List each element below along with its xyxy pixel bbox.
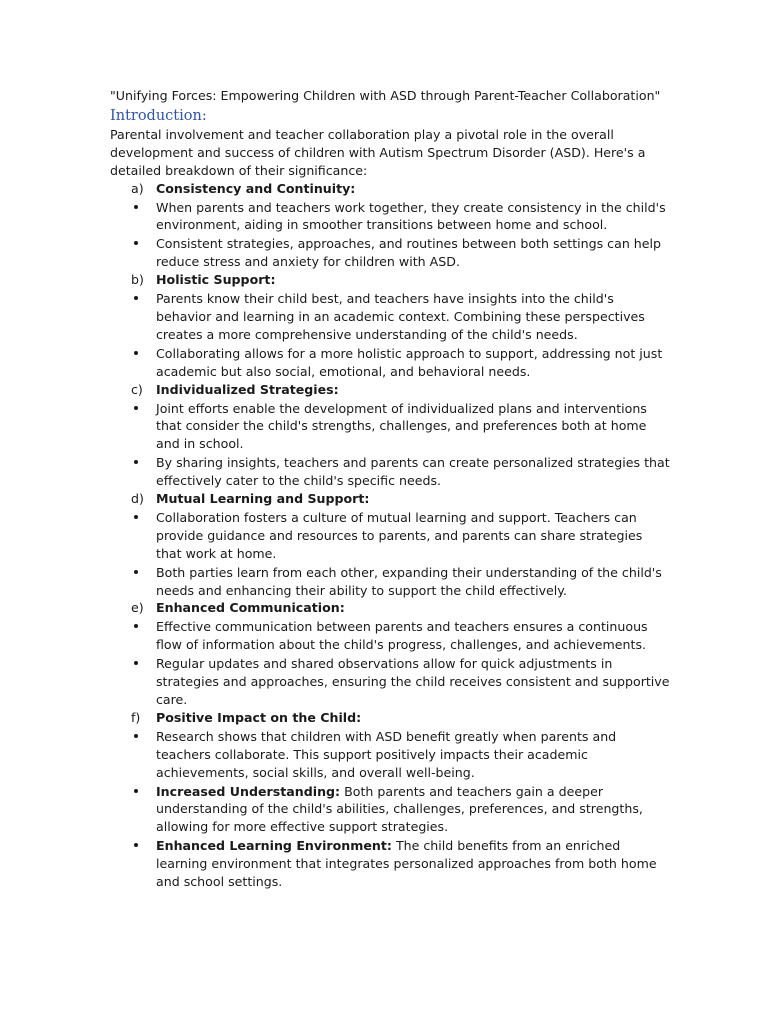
bullet-icon (131, 344, 156, 381)
bullet-body: The child benefits from an enriched learning environment that integrates personalized approaches from both home and school settings. (156, 838, 657, 890)
bullet-text (156, 655, 670, 709)
bullet-body: Both parties learn from each other, expanding their understanding of the child's needs and enhancing their ability to support the child effectively. (156, 564, 662, 598)
bullet-item (110, 289, 670, 344)
bullet-icon (131, 617, 156, 654)
section-heading (110, 180, 670, 198)
section (110, 709, 670, 891)
bullet-item (110, 654, 670, 709)
bullet-text (156, 235, 670, 271)
bullet-bold-lead: Increased Understanding: (156, 783, 341, 799)
section-label: Enhanced Communication: (156, 600, 345, 616)
bullet-item (110, 617, 670, 654)
intro-heading: Introduction: (110, 107, 207, 124)
bullet-body: Research shows that children with ASD benefit greatly when parents and teachers collaborate. This support positively impacts their academic achievements, social skills, and overall well-being. (156, 728, 617, 780)
section (110, 180, 670, 272)
section-heading (110, 271, 670, 289)
section-heading (110, 599, 670, 617)
section-label: Individualized Strategies: (156, 381, 339, 397)
section-letter: c) (131, 381, 143, 397)
section-label: Positive Impact on the Child: (156, 709, 362, 725)
section-heading (110, 709, 670, 727)
section-letter: f) (131, 709, 141, 725)
section-letter: d) (131, 491, 144, 507)
bullet-icon (131, 508, 156, 563)
bullet-icon (131, 399, 156, 454)
bullet-icon (131, 654, 156, 709)
bullet-text (156, 345, 670, 381)
bullet-icon (131, 727, 156, 782)
section-label: Consistency and Continuity: (156, 180, 356, 196)
section-letter: b) (131, 272, 144, 288)
bullet-item (110, 234, 670, 271)
bullet-body: Parents know their child best, and teachers have insights into the child's behavior and learning in an academic context. Combining these perspectives creates a more comprehensive understanding of the child's needs. (156, 291, 645, 342)
section-letter: e) (131, 600, 144, 616)
section-label: Holistic Support: (156, 272, 276, 288)
bullet-body: When parents and teachers work together, they create consistency in the child's environment, aiding in smoother transitions between home and school. (156, 199, 666, 233)
section (110, 381, 670, 490)
bullet-icon (131, 453, 156, 490)
bullet-text (156, 728, 670, 782)
bullet-item (110, 563, 670, 600)
bullet-item (110, 198, 670, 235)
bullet-icon (131, 563, 156, 600)
bullet-body: Consistent strategies, approaches, and routines between both settings can help reduce stress and anxiety for children with ASD. (156, 236, 662, 270)
section-label: Mutual Learning and Support: (156, 491, 370, 507)
section-heading (110, 381, 670, 399)
document-page (110, 87, 670, 891)
bullet-body: Collaborating allows for a more holistic approach to support, addressing not just academic but also social, emotional, and behavioral needs. (156, 345, 663, 379)
bullet-text (156, 454, 670, 490)
bullet-text (156, 564, 670, 600)
bullet-bold-lead: Enhanced Learning Environment: (156, 838, 392, 854)
bullet-icon (131, 234, 156, 271)
bullet-item (110, 836, 670, 891)
bullet-body: Joint efforts enable the development of individualized plans and interventions that consider the child's strengths, challenges, and preferences both at home and in school. (156, 400, 647, 452)
bullet-body: Both parents and teachers gain a deeper understanding of the child's abilities, challenges, preferences, and strengths, allowing for more effective support strategies. (156, 783, 643, 835)
bullet-item (110, 453, 670, 490)
bullet-item (110, 399, 670, 454)
section-heading (110, 490, 670, 508)
bullet-icon (131, 289, 156, 344)
bullet-icon (131, 782, 156, 837)
bullet-text (156, 400, 670, 454)
bullet-text (156, 783, 670, 837)
bullet-body: Effective communication between parents and teachers ensures a continuous flow of information about the child's progress, challenges, and achievements. (156, 619, 648, 653)
section-list (110, 180, 670, 891)
bullet-icon (131, 198, 156, 235)
bullet-body: Collaboration fosters a culture of mutual learning and support. Teachers can provide guidance and resources to parents, and parents can share strategies that work at home. (156, 509, 643, 561)
bullet-text (156, 199, 670, 235)
bullet-item (110, 344, 670, 381)
document-title: "Unifying Forces: Empowering Children with ASD through Parent-Teacher Collaboration" (110, 88, 661, 103)
section (110, 271, 670, 380)
bullet-icon (131, 836, 156, 891)
bullet-text (156, 509, 670, 563)
intro-paragraph: Parental involvement and teacher collaboration play a pivotal role in the overall development and success of children with Autism Spectrum Disorder (ASD). Here's a detailed breakdown of their significance: (110, 126, 646, 178)
bullet-text (156, 837, 670, 891)
section (110, 490, 670, 599)
bullet-item (110, 508, 670, 563)
bullet-item (110, 727, 670, 782)
bullet-body: By sharing insights, teachers and parents can create personalized strategies that effectively cater to the child's specific needs. (156, 455, 670, 489)
section (110, 599, 670, 708)
bullet-text (156, 618, 670, 654)
section-letter: a) (131, 180, 144, 196)
bullet-body: Regular updates and shared observations allow for quick adjustments in strategies and approaches, ensuring the child receives consistent and supportive care. (156, 656, 670, 707)
bullet-item (110, 782, 670, 837)
bullet-text (156, 290, 670, 344)
